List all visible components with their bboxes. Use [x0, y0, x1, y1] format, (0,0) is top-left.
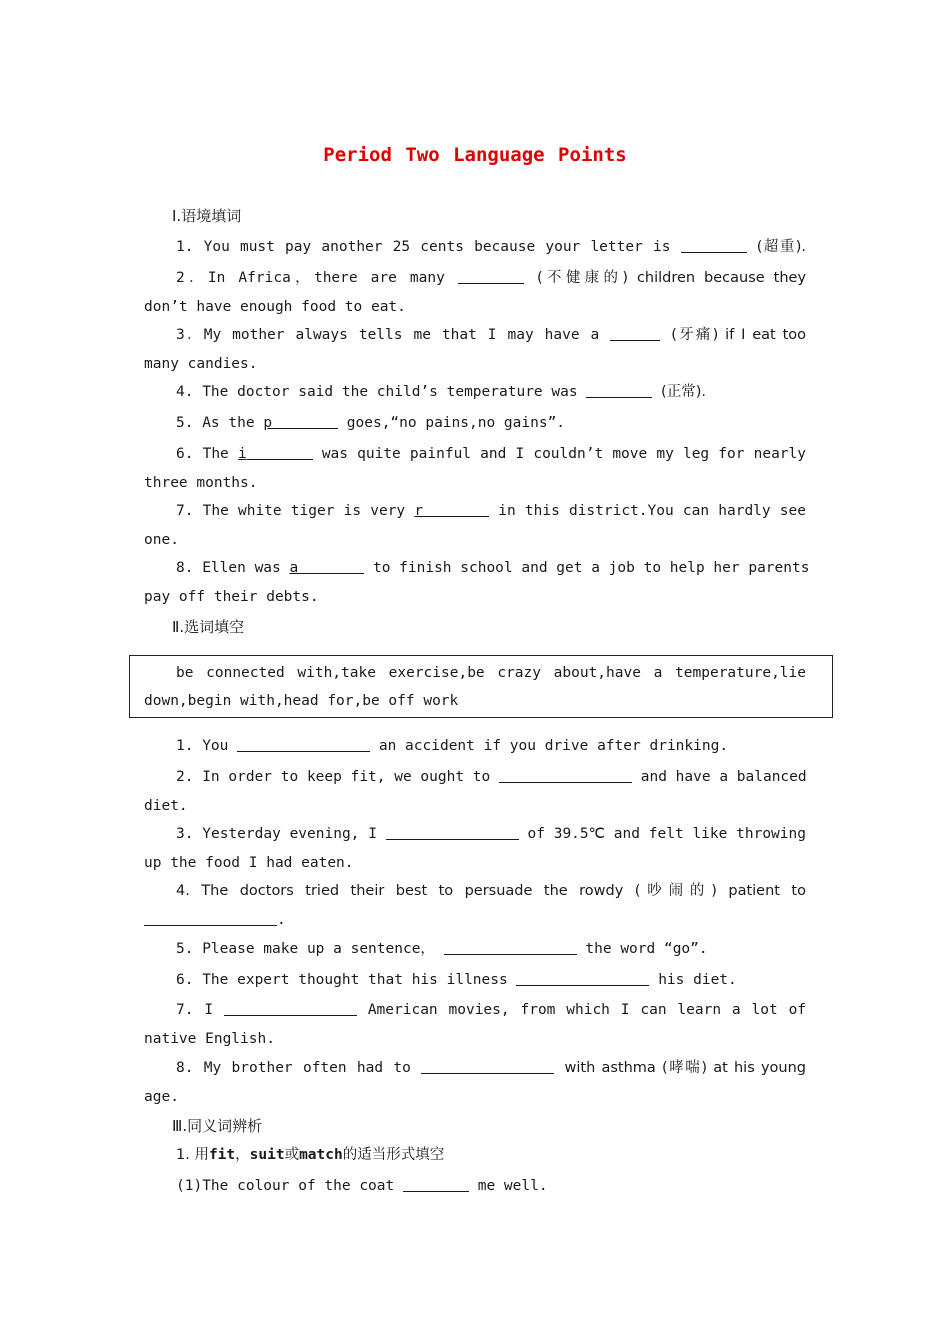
- s2-question-7-cont: native English.: [144, 1031, 275, 1047]
- answer-blank[interactable]: [272, 414, 338, 429]
- answer-blank[interactable]: [298, 559, 364, 574]
- answer-blank[interactable]: [421, 1059, 554, 1074]
- answer-blank[interactable]: [586, 383, 652, 398]
- s1-question-8-cont: pay off their debts.: [144, 589, 319, 605]
- s1-question-2: 2．In Africa，there are many (不健康的) children because they: [176, 270, 807, 286]
- s1-question-3-cont: many candies.: [144, 356, 258, 372]
- hint-letter: p: [263, 415, 273, 431]
- section-2-heading: Ⅱ.选词填空: [172, 618, 245, 636]
- s2-question-3: 3. Yesterday evening, I of 39.5℃ and felt like throwing: [176, 826, 806, 842]
- answer-blank[interactable]: [386, 825, 519, 840]
- answer-blank[interactable]: [499, 768, 632, 783]
- s1-question-7-cont: one.: [144, 532, 179, 548]
- answer-blank[interactable]: [423, 502, 489, 517]
- s1-question-6: 6. The i was quite painful and I couldn’t move my leg for nearly: [176, 446, 806, 462]
- hint-letter: a: [289, 560, 299, 576]
- s2-question-4-cont: .: [144, 911, 806, 929]
- section-3-heading: Ⅲ.同义词辨析: [172, 1117, 263, 1135]
- s1-question-2-cont: don’t have enough food to eat.: [144, 299, 406, 315]
- s2-question-8: 8. My brother often had to with asthma (哮喘) at his young: [176, 1060, 806, 1076]
- s2-question-4: 4. The doctors tried their best to persuade the rowdy (吵闹的) patient to: [176, 883, 806, 899]
- s1-question-8: 8. Ellen was a to finish school and get a job to help her parents: [176, 560, 810, 576]
- answer-blank[interactable]: [403, 1177, 469, 1192]
- answer-blank[interactable]: [444, 940, 577, 955]
- s2-question-5: 5. Please make up a sentence， the word “go”.: [176, 941, 708, 957]
- section-1-heading: Ⅰ.语境填词: [172, 207, 242, 225]
- answer-blank[interactable]: [516, 971, 649, 986]
- s1-question-7: 7. The white tiger is very r in this district.You can hardly see: [176, 503, 806, 519]
- answer-blank[interactable]: [144, 911, 277, 926]
- s2-question-8-cont: age.: [144, 1089, 179, 1105]
- word-bank-line-2: down,begin with,head for,be off work: [144, 693, 459, 709]
- s3-instruction: 1. 用fit，suit或match的适当形式填空: [176, 1147, 445, 1163]
- word-bank-box: [129, 655, 833, 718]
- s2-question-3-cont: up the food I had eaten.: [144, 855, 354, 871]
- s1-question-3: 3．My mother always tells me that I may have a (牙痛) if I eat too: [176, 327, 807, 343]
- s2-question-1: 1. You an accident if you drive after drinking.: [176, 738, 729, 754]
- answer-blank[interactable]: [458, 269, 524, 284]
- s1-question-6-cont: three months.: [144, 475, 258, 491]
- s2-question-6: 6. The expert thought that his illness his diet.: [176, 972, 737, 988]
- answer-blank[interactable]: [224, 1001, 357, 1016]
- word-bank-line-1: be connected with,take exercise,be crazy about,have a temperature,lie: [176, 665, 806, 681]
- s2-question-7: 7. I American movies, from which I can learn a lot of: [176, 1002, 807, 1018]
- s1-question-4: 4. The doctor said the child’s temperature was (正常).: [176, 384, 706, 400]
- s2-question-2-cont: diet.: [144, 798, 188, 814]
- s2-question-2: 2. In order to keep fit, we ought to and have a balanced: [176, 769, 807, 785]
- s1-question-1: 1. You must pay another 25 cents because your letter is (超重).: [176, 239, 807, 255]
- answer-blank[interactable]: [681, 238, 747, 253]
- s1-question-5: 5. As the p goes,“no pains,no gains”.: [176, 415, 566, 431]
- answer-blank[interactable]: [610, 326, 660, 341]
- hint-letter: r: [414, 503, 424, 519]
- s3-question-1: (1)The colour of the coat me well.: [176, 1178, 548, 1194]
- hint-letter: i: [237, 446, 247, 462]
- answer-blank[interactable]: [247, 445, 313, 460]
- page-title: Period Two Language Points: [323, 144, 627, 166]
- answer-blank[interactable]: [237, 737, 370, 752]
